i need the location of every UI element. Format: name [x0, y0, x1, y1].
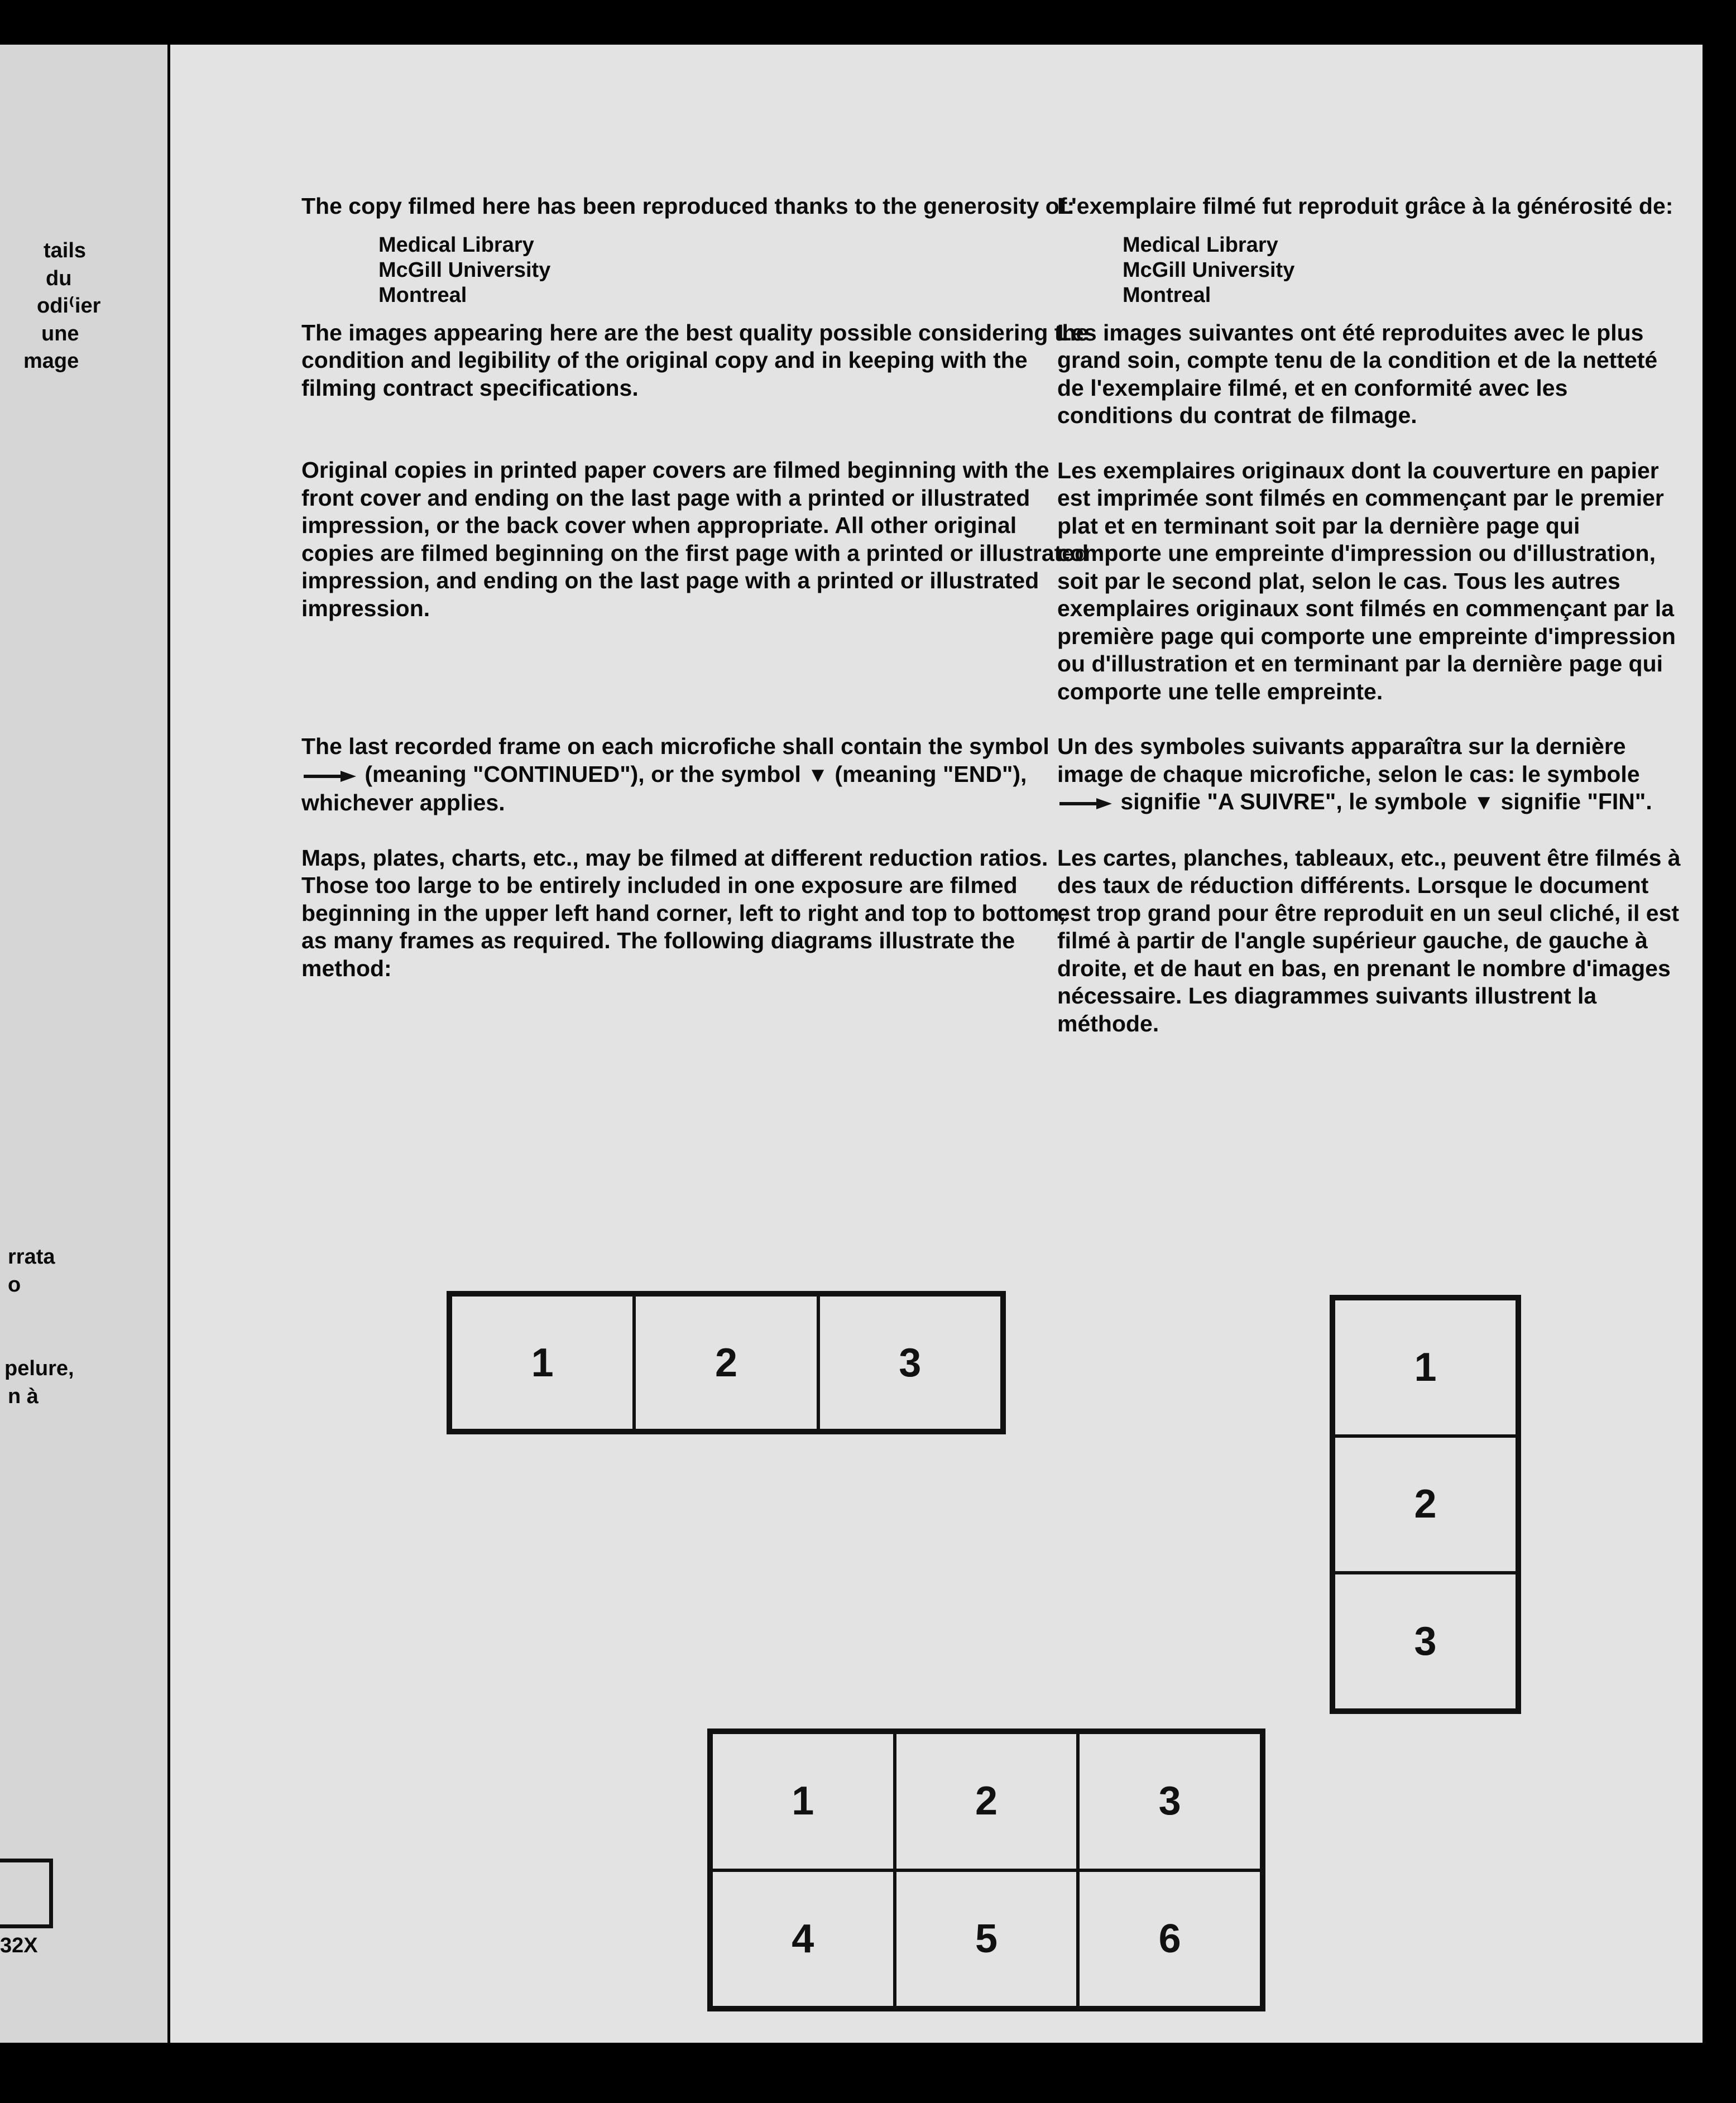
- left-page-fragment: [0, 45, 167, 2043]
- french-column: [1057, 193, 1685, 1038]
- fragment-line: une: [41, 322, 79, 345]
- university-name: McGill University: [1123, 258, 1295, 282]
- university-name: McGill University: [378, 258, 551, 282]
- diagram-cell: 1: [450, 1295, 634, 1430]
- triangle-down-icon: ▼: [1473, 791, 1495, 814]
- english-column: [301, 193, 1094, 982]
- french-intro: L'exemplaire filmé fut reproduit grâce à la générosité de:: [1057, 193, 1673, 219]
- library-name: Medical Library: [1123, 233, 1278, 257]
- diagram-cell: 6: [1078, 1870, 1262, 2008]
- french-symbol-text-b: signifie "A SUIVRE", le symbole: [1120, 789, 1468, 814]
- diagram-cell: 4: [711, 1870, 895, 2008]
- library-name: Medical Library: [378, 233, 534, 257]
- arrow-right-icon: [304, 771, 356, 781]
- diagram-grid: [707, 1729, 1265, 2011]
- diagram-cell: 1: [711, 1732, 895, 1870]
- fragment-line: o: [8, 1273, 21, 1297]
- diagram-vertical: [1330, 1295, 1521, 1714]
- fragment-box: [0, 1859, 53, 1928]
- english-covers-paragraph: Original copies in printed paper covers are filmed beginning with the front cover and ending on the last page with a printed or illustrated impression, or the back cover when appropriate. All other original copies are filmed beginning on the first page with a printed or illustrated impression, and ending on the last page with a printed or illustrated impression.: [301, 457, 1089, 621]
- fragment-line: tails: [44, 239, 87, 262]
- english-symbol-text-c: (meaning "END"), whichever applies.: [301, 761, 1027, 815]
- triangle-down-icon: ▼: [807, 763, 828, 787]
- english-symbol-paragraph: [301, 733, 1094, 817]
- microfiche-target-page: [170, 45, 1703, 2043]
- arrow-right-icon: [1059, 798, 1112, 808]
- diagram-horizontal: [447, 1291, 1006, 1434]
- fragment-line: odi⁽ier: [37, 294, 101, 318]
- diagram-cell: 5: [895, 1870, 1078, 2008]
- english-symbol-text-a: The last recorded frame on each microfiche shall contain the symbol: [301, 733, 1049, 759]
- french-maps-paragraph: Les cartes, planches, tableaux, etc., peuvent être filmés à des taux de réduction différents. Lorsque le document est trop grand pour être reproduit en un seul cliché, il est filmé à partir de l'angle supérieur gauche, de gauche à droite, et de haut en bas, en prenant le nombre d'images nécessaire. Les diagrammes suivants illustrent la méthode.: [1057, 844, 1681, 1036]
- diagram-cell: 3: [1078, 1732, 1262, 1870]
- french-symbol-text-c: signifie "FIN".: [1500, 789, 1652, 814]
- fragment-line: rrata: [8, 1245, 55, 1269]
- fragment-line: pelure,: [4, 1357, 74, 1380]
- diagram-cell: 2: [895, 1732, 1078, 1870]
- english-maps-paragraph: Maps, plates, charts, etc., may be filmed at different reduction ratios. Those too large to be entirely included in one exposure are filmed beginning in the upper left hand corner, left to right and top to bottom, as many frames as required. The following diagrams illustrate the method:: [301, 844, 1066, 981]
- city-name: Montreal: [378, 283, 467, 307]
- french-quality-paragraph: Les images suivantes ont été reproduites avec le plus grand soin, compte tenu de la condition et de la netteté de l'exemplaire filmé, et en conformité avec les conditions du contrat de filmage.: [1057, 319, 1658, 428]
- diagram-cell: 3: [1334, 1573, 1517, 1710]
- french-symbol-paragraph: [1057, 733, 1685, 817]
- french-covers-paragraph: Les exemplaires originaux dont la couverture en papier est imprimée sont filmés en commençant par le premier plat et en terminant soit par la dernière page qui comporte une empreinte d'impression ou d'illustration, soit par le second plat, selon le cas. Tous les autres exemplaires originaux sont filmés en commençant par la première page qui comporte une empreinte d'impression ou d'illustration et en terminant par la dernière page qui comporte une telle empreinte.: [1057, 457, 1676, 704]
- diagram-cell: 1: [1334, 1299, 1517, 1436]
- fragment-reduction-label: 32X: [0, 1934, 38, 1957]
- french-symbol-text-a: Un des symboles suivants apparaîtra sur la dernière image de chaque microfiche, selon le cas: le symbole: [1057, 733, 1640, 787]
- english-library-block: [301, 233, 1094, 308]
- french-library-block: [1057, 233, 1685, 308]
- diagram-cell: 3: [818, 1295, 1002, 1430]
- english-quality-paragraph: The images appearing here are the best quality possible considering the condition and legibility of the original copy and in keeping with the filming contract specifications.: [301, 319, 1089, 401]
- fragment-line: mage: [23, 349, 79, 373]
- city-name: Montreal: [1123, 283, 1211, 307]
- fragment-line: du: [46, 267, 72, 290]
- fragment-line: n à: [8, 1385, 39, 1408]
- english-symbol-text-b: (meaning "CONTINUED"), or the symbol: [365, 761, 801, 787]
- english-intro: The copy filmed here has been reproduced thanks to the generosity of:: [301, 193, 1075, 219]
- diagram-cell: 2: [634, 1295, 818, 1430]
- diagram-cell: 2: [1334, 1436, 1517, 1573]
